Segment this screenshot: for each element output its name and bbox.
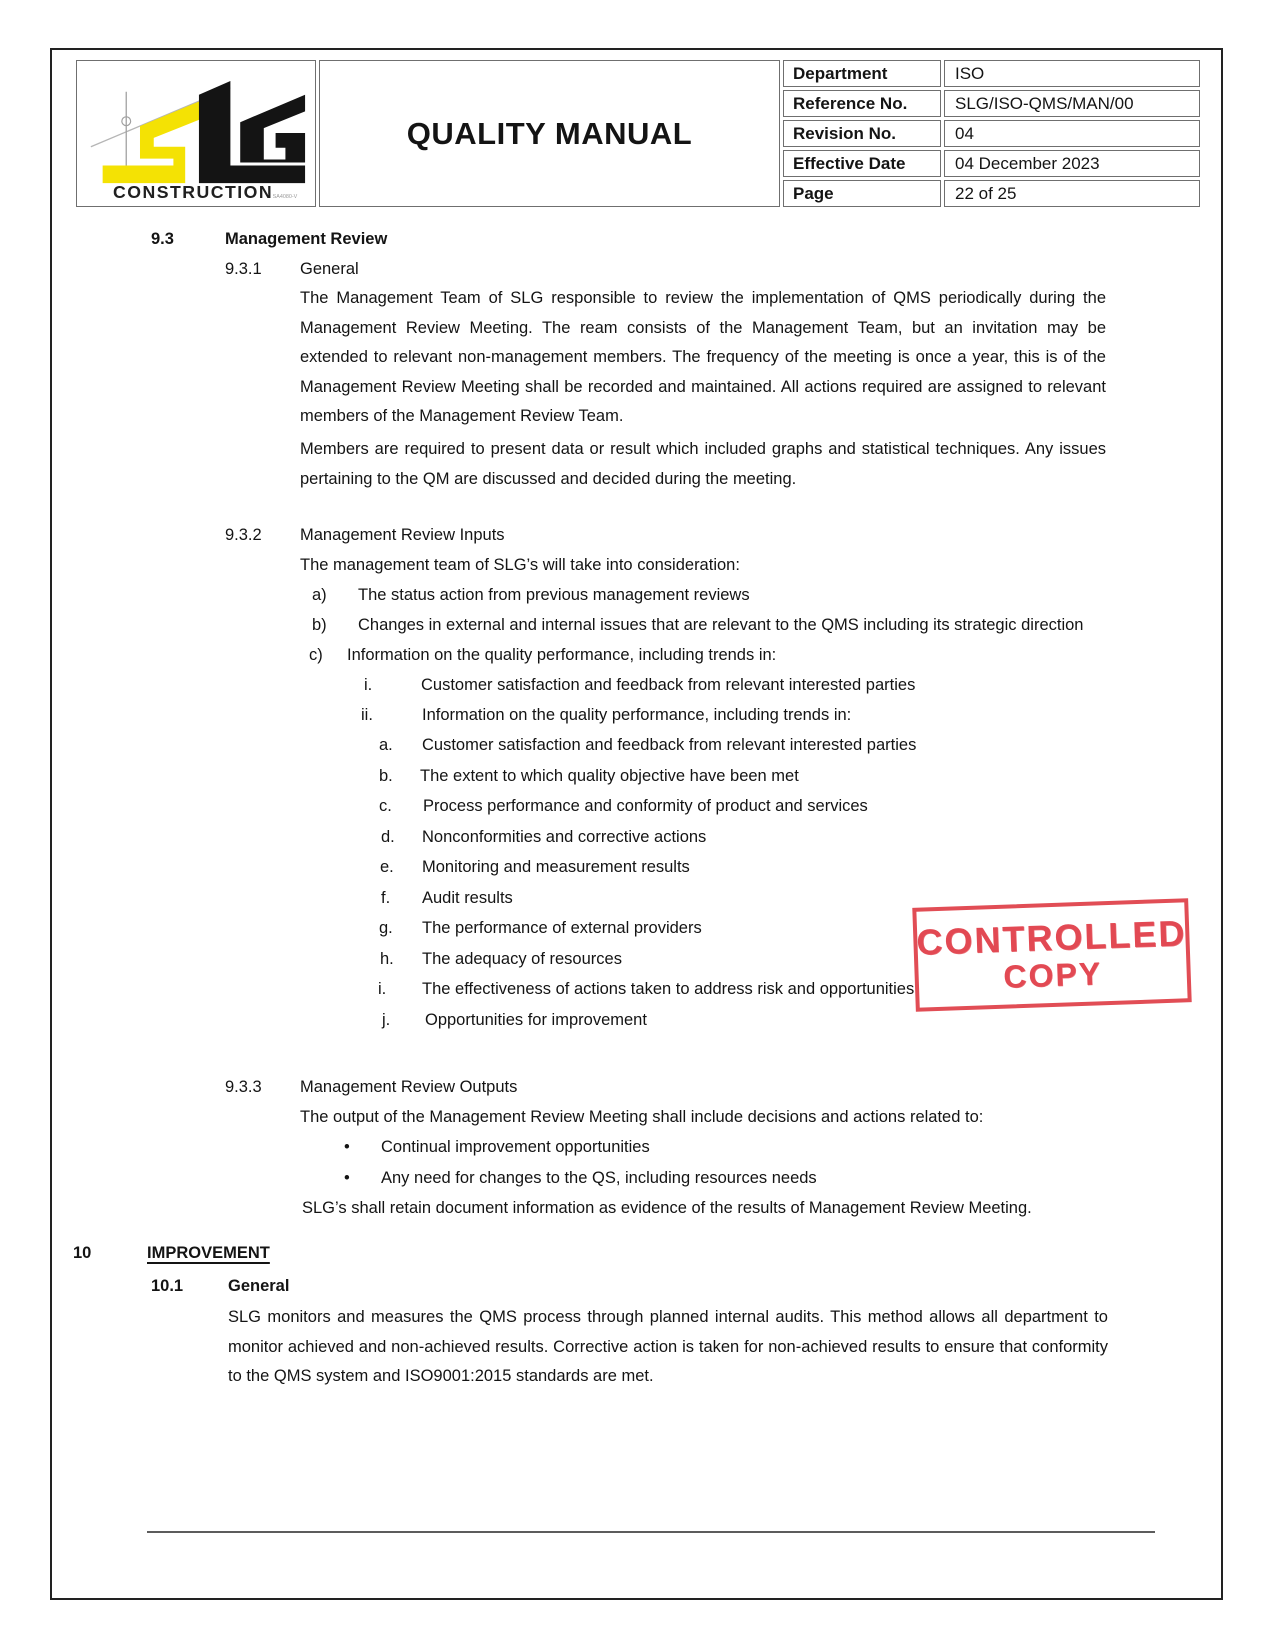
header-value-page: 22 of 25 xyxy=(944,180,1200,207)
header-value-effective-date: 04 December 2023 xyxy=(944,150,1200,177)
list-item-letter: b. The extent to which quality objective have been met xyxy=(379,766,799,785)
section-title: General xyxy=(300,260,359,278)
list-item-roman: i. Customer satisfaction and feedback from relevant interested parties xyxy=(364,676,916,695)
bullet-marker: • xyxy=(344,1168,350,1187)
section-9-3-heading xyxy=(0,224,1275,254)
header-value-revision-no: 04 xyxy=(944,120,1200,147)
section-9-3-2-heading xyxy=(0,520,1275,550)
stamp-line-1: CONTROLLED xyxy=(915,912,1188,963)
header-label-department: Department xyxy=(783,60,941,87)
section-10-1-heading xyxy=(0,1271,1275,1301)
paragraph-10-1: SLG monitors and measures the QMS process through planned internal audits. This method allows all department to monitor achieved and non-achieved results. Corrective action is taken for non-achieved results to ensure that conformity to the QMS system and ISO9001:2015 standards are met. xyxy=(228,1308,1108,1386)
header-value-department: ISO xyxy=(944,60,1200,87)
section-number: 10.1 xyxy=(151,1277,184,1296)
document-body xyxy=(0,224,1275,1392)
document-title: QUALITY MANUAL xyxy=(406,115,693,151)
section-number: 9.3.2 xyxy=(225,526,262,545)
section-number: 9.3.3 xyxy=(225,1078,262,1097)
list-item-letter: h. The adequacy of resources xyxy=(380,949,622,968)
logo-suffix-text: SA4080-V xyxy=(272,193,298,200)
header-label-reference-no: Reference No. xyxy=(783,90,941,117)
section-number: 10 xyxy=(73,1244,92,1263)
company-logo xyxy=(76,60,316,207)
section-title: General xyxy=(228,1277,290,1296)
list-item-roman: ii. Information on the quality performance, including trends in: xyxy=(361,706,852,725)
list-item-letter: c. Process performance and conformity of product and services xyxy=(379,797,868,816)
list-item-letter: e. Monitoring and measurement results xyxy=(380,858,690,877)
section-9-3-3-heading xyxy=(0,1072,1275,1102)
bullet-item: • Continual improvement opportunities xyxy=(0,1132,1275,1163)
controlled-copy-stamp xyxy=(912,898,1191,1012)
document-title-cell xyxy=(319,60,780,207)
section-10-heading xyxy=(0,1238,1275,1268)
bullet-item: • Any need for changes to the QS, including resources needs xyxy=(0,1163,1275,1194)
section-title: IMPROVEMENT xyxy=(147,1244,270,1263)
list-item-letter: f. Audit results xyxy=(381,888,513,907)
list-item-letter: j. Opportunities for improvement xyxy=(382,1010,647,1029)
list-item-letter: i. The effectiveness of actions taken to address risk and opportunities xyxy=(378,980,915,999)
header-value-reference-no: SLG/ISO-QMS/MAN/00 xyxy=(944,90,1200,117)
intro-line: The management team of SLG’s will take into consideration: xyxy=(300,556,740,575)
list-item-letter: d. Nonconformities and corrective actions xyxy=(381,827,707,846)
section-9-3-1-heading xyxy=(0,254,1275,284)
slg-logo-graphic xyxy=(83,66,309,202)
intro-line: The output of the Management Review Meeting shall include decisions and actions related to: xyxy=(300,1108,984,1127)
section-title: Management Review Inputs xyxy=(300,526,505,545)
list-item-letter: g. The performance of external providers xyxy=(379,919,702,938)
header-label-effective-date: Effective Date xyxy=(783,150,941,177)
header-label-page: Page xyxy=(783,180,941,207)
section-number: 9.3 xyxy=(151,230,174,248)
section-title: Management Review Outputs xyxy=(300,1078,518,1097)
list-item: b) Changes in external and internal issues that are relevant to the QMS including its strategic direction xyxy=(312,616,1084,635)
list-item: c) Information on the quality performance, including trends in: xyxy=(309,646,777,665)
logo-construction-text: CONSTRUCTION xyxy=(113,181,274,202)
bullet-marker: • xyxy=(344,1138,350,1157)
stamp-line-2: COPY xyxy=(1002,955,1103,995)
closing-line: SLG’s shall retain document information as evidence of the results of Management Review Meeting. xyxy=(302,1199,1032,1218)
header-table xyxy=(76,60,1200,207)
section-number: 9.3.1 xyxy=(225,260,262,278)
section-title: Management Review xyxy=(225,230,388,248)
list-item-letter: a. Customer satisfaction and feedback from relevant interested parties xyxy=(379,736,917,755)
paragraph-9-3-1-b: Members are required to present data or result which included graphs and statistical techniques. Any issues pertaining to the QM are discussed and decided during the meeting. xyxy=(300,439,1106,488)
header-label-revision-no: Revision No. xyxy=(783,120,941,147)
logo-letter-g xyxy=(240,94,305,162)
list-item: a) The status action from previous management reviews xyxy=(312,586,750,605)
paragraph-9-3-1-a: The Management Team of SLG responsible to review the implementation of QMS periodically during the Management Review Meeting. The ream consists of the Management Team, but an invitation may be extended to relevant non-management members. The frequency of the meeting is once a year, this is of the Management Review Meeting shall be recorded and maintained. All actions required are assigned to relevant members of the Management Review Team. xyxy=(300,289,1106,426)
footer-separator-line xyxy=(147,1531,1155,1533)
